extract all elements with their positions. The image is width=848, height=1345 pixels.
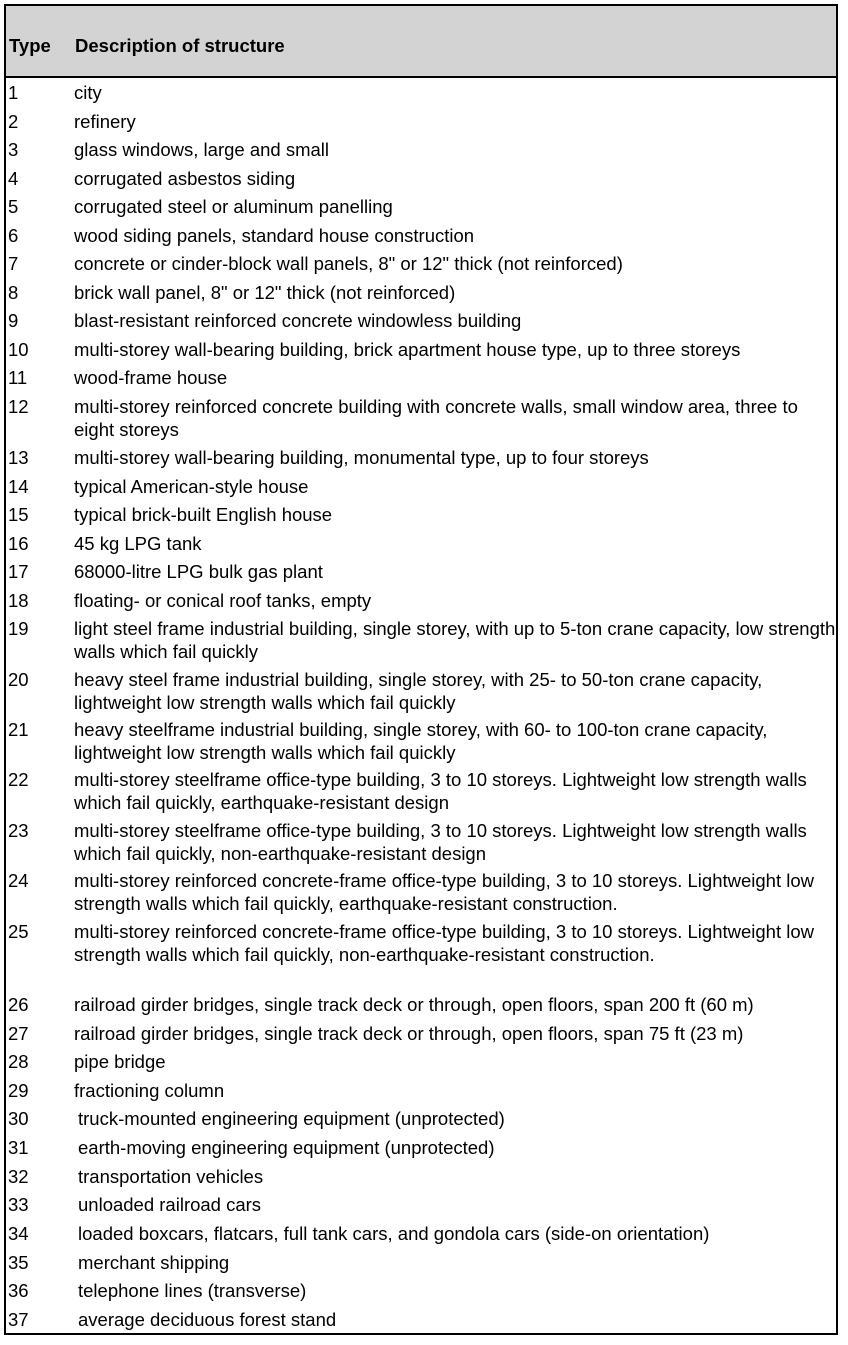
type-column-header: Type: [9, 35, 51, 56]
type-cell: 18: [8, 590, 29, 611]
structure-type-table: [4, 4, 838, 1335]
type-cell: 21: [8, 719, 29, 740]
type-cell: 11: [8, 367, 28, 388]
description-cell: glass windows, large and small: [74, 139, 330, 160]
description-cell: railroad girder bridges, single track deck or through, open floors, span 200 ft (60 m): [74, 994, 754, 1015]
type-cell: 19: [8, 618, 29, 639]
type-cell: 4: [8, 168, 19, 189]
description-cell: multi-storey reinforced concrete-frame office-type building, 3 to 10 storeys. Lightweight low strength walls which fail quickly, non-earthquake-resistant construction.: [74, 921, 815, 965]
type-cell: 35: [8, 1252, 29, 1273]
type-cell: 23: [8, 820, 29, 841]
type-cell: 29: [8, 1080, 29, 1101]
description-cell: multi-storey reinforced concrete building with concrete walls, small window area, three to eight storeys: [74, 396, 798, 440]
type-cell: 36: [8, 1280, 29, 1301]
description-cell: fractioning column: [74, 1080, 225, 1101]
description-cell: loaded boxcars, flatcars, full tank cars, and gondola cars (side-on orientation): [78, 1223, 710, 1244]
type-cell: 30: [8, 1108, 29, 1129]
description-cell: wood siding panels, standard house construction: [74, 225, 475, 246]
type-cell: 7: [8, 253, 19, 274]
description-cell: light steel frame industrial building, single storey, with up to 5-ton crane capacity, low strength walls which fail quickly: [74, 618, 836, 662]
description-cell: typical American-style house: [74, 476, 309, 497]
description-cell: multi-storey wall-bearing building, monumental type, up to four storeys: [74, 447, 649, 468]
description-cell: heavy steelframe industrial building, single storey, with 60- to 100-ton crane capacity, lightweight low strength walls which fail quickly: [74, 719, 768, 763]
description-cell: concrete or cinder-block wall panels, 8" or 12" thick (not reinforced): [74, 253, 623, 274]
type-cell: 32: [8, 1166, 29, 1187]
description-cell: average deciduous forest stand: [78, 1309, 337, 1330]
type-cell: 3: [8, 139, 19, 160]
description-cell: truck-mounted engineering equipment (unprotected): [78, 1108, 505, 1129]
description-cell: brick wall panel, 8" or 12" thick (not reinforced): [74, 282, 456, 303]
type-cell: 10: [8, 339, 29, 360]
type-cell: 6: [8, 225, 19, 246]
description-cell: transportation vehicles: [78, 1166, 264, 1187]
type-cell: 34: [8, 1223, 29, 1244]
type-cell: 16: [8, 533, 29, 554]
description-cell: unloaded railroad cars: [78, 1194, 262, 1215]
type-cell: 12: [8, 396, 29, 417]
description-cell: corrugated asbestos siding: [74, 168, 296, 189]
description-cell: earth-moving engineering equipment (unprotected): [78, 1137, 495, 1158]
type-cell: 31: [8, 1137, 29, 1158]
type-cell: 26: [8, 994, 29, 1015]
type-cell: 1: [8, 82, 19, 103]
type-cell: 2: [8, 111, 19, 132]
description-cell: multi-storey steelframe office-type building, 3 to 10 storeys. Lightweight low strength walls which fail quickly, earthquake-resistant design: [74, 769, 807, 813]
description-cell: merchant shipping: [78, 1252, 230, 1273]
description-cell: refinery: [74, 111, 136, 132]
description-cell: multi-storey steelframe office-type building, 3 to 10 storeys. Lightweight low strength walls which fail quickly, non-earthquake-resistant design: [74, 820, 807, 864]
type-cell: 14: [8, 476, 29, 497]
type-cell: 37: [8, 1309, 29, 1330]
description-cell: multi-storey wall-bearing building, brick apartment house type, up to three storeys: [74, 339, 741, 360]
description-cell: 68000-litre LPG bulk gas plant: [74, 561, 323, 582]
description-cell: wood-frame house: [74, 367, 228, 388]
description-cell: typical brick-built English house: [74, 504, 333, 525]
type-cell: 17: [8, 561, 29, 582]
description-cell: city: [74, 82, 102, 103]
type-cell: 33: [8, 1194, 29, 1215]
description-cell: blast-resistant reinforced concrete windowless building: [74, 310, 522, 331]
type-cell: 28: [8, 1051, 29, 1072]
description-cell: multi-storey reinforced concrete-frame office-type building, 3 to 10 storeys. Lightweight low strength walls which fail quickly, earthquake-resistant construction.: [74, 870, 815, 914]
type-cell: 27: [8, 1023, 29, 1044]
description-cell: corrugated steel or aluminum panelling: [74, 196, 393, 217]
description-cell: heavy steel frame industrial building, single storey, with 25- to 50-ton crane capacity, lightweight low strength walls which fail quickly: [74, 669, 763, 713]
table-header: [6, 6, 836, 78]
description-cell: telephone lines (transverse): [78, 1280, 307, 1301]
description-cell: pipe bridge: [74, 1051, 166, 1072]
type-cell: 20: [8, 669, 29, 690]
type-cell: 15: [8, 504, 29, 525]
type-cell: 22: [8, 769, 29, 790]
description-cell: 45 kg LPG tank: [74, 533, 202, 554]
type-cell: 9: [8, 310, 19, 331]
description-cell: railroad girder bridges, single track deck or through, open floors, span 75 ft (23 m): [74, 1023, 744, 1044]
type-cell: 8: [8, 282, 19, 303]
type-cell: 13: [8, 447, 29, 468]
type-cell: 24: [8, 870, 29, 891]
description-column-header: Description of structure: [75, 35, 285, 56]
type-cell: 5: [8, 196, 19, 217]
type-cell: 25: [8, 921, 29, 942]
description-cell: floating- or conical roof tanks, empty: [74, 590, 372, 611]
